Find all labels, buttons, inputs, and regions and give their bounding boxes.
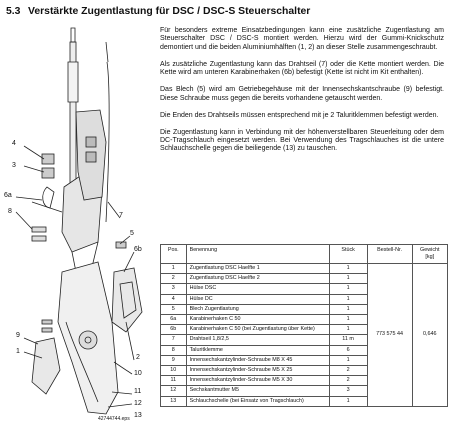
- cell-name: Innensechskantzylinder-Schraube M8 X 45: [186, 355, 329, 365]
- callout-12: 12: [134, 400, 142, 407]
- cell-pos: 7: [161, 335, 187, 345]
- cell-qty: 1: [329, 325, 367, 335]
- callout-5: 5: [130, 230, 134, 237]
- callout-8: 8: [8, 208, 12, 215]
- cell-pos: 8: [161, 345, 187, 355]
- callout-4: 4: [12, 140, 16, 147]
- cell-qty: 11 m: [329, 335, 367, 345]
- cell-name: Innensechskantzylinder-Schraube M5 X 30: [186, 376, 329, 386]
- cell-pos: 6b: [161, 325, 187, 335]
- parts-list-table: [160, 244, 448, 407]
- strain-relief-drawing: [2, 22, 152, 427]
- cell-pos: 6a: [161, 315, 187, 325]
- cell-qty: 1: [329, 274, 367, 284]
- section-heading: [6, 6, 310, 17]
- callout-7: 7: [119, 212, 123, 219]
- cell-qty: 2: [329, 366, 367, 376]
- exploded-view-figure: [2, 22, 152, 427]
- cell-qty: 3: [329, 386, 367, 396]
- cell-pos: 12: [161, 386, 187, 396]
- callout-2: 2: [136, 354, 140, 361]
- header-weight-unit: [kg]: [425, 254, 435, 260]
- cell-qty: 1: [329, 264, 367, 274]
- cell-pos: 3: [161, 284, 187, 294]
- callout-13: 13: [134, 412, 142, 419]
- cell-qty: 2: [329, 376, 367, 386]
- paragraph: Die Enden des Drahtseils müssen entsprechend mit je 2 Taluritklemmen befestigt werden.: [160, 111, 439, 119]
- body-text: [160, 27, 444, 162]
- cell-name: Sechskantmutter M5: [186, 386, 329, 396]
- cell-name: Zugentlastung DSC Haelfte 2: [186, 274, 329, 284]
- cell-qty: 6: [329, 345, 367, 355]
- cell-pos: 2: [161, 274, 187, 284]
- cell-name: Schlauchschelle (bei Einsatz von Tragschlauch): [186, 396, 329, 406]
- header-order: Bestell-Nr.: [367, 245, 412, 264]
- paragraph: Die Zugentlastung kann in Verbindung mit der höhenverstellbaren Steuerleitung oder dem DC-Tragschlauch eingesetzt werden. Bei Verwendung des Tragschlauches ist die untere Schlauchschelle gegen die beiliegende (13) zu tauschen.: [160, 128, 444, 153]
- header-qty: Stück: [329, 245, 367, 264]
- callout-11: 11: [134, 388, 142, 395]
- cell-name: Taluritklemme: [186, 345, 329, 355]
- cell-pos: 10: [161, 366, 187, 376]
- figure-caption: 42744744.eps: [98, 416, 130, 422]
- cell-qty: 1: [329, 315, 367, 325]
- cell-name: Hülse DC: [186, 294, 329, 304]
- header-weight-label: Gewicht: [420, 247, 440, 253]
- callout-1: 1: [16, 348, 20, 355]
- table-header-row: [161, 245, 448, 264]
- cell-name: Innensechskantzylinder-Schraube M5 X 25: [186, 366, 329, 376]
- cell-name: Zugentlastung DSC Haelfte 1: [186, 264, 329, 274]
- cell-pos: 13: [161, 396, 187, 406]
- cell-pos: 1: [161, 264, 187, 274]
- cell-order-number: 773 575 44: [367, 264, 412, 407]
- header-pos: Pos.: [161, 245, 187, 264]
- cell-weight: 0,646: [412, 264, 447, 407]
- paragraph: Das Blech (5) wird am Getriebegehäuse mit der Innensechskantschraube (9) befestigt. Diese Schraube muss gegen die bereits vorhandene getauscht werden.: [160, 86, 444, 102]
- cell-pos: 5: [161, 304, 187, 314]
- cell-pos: 9: [161, 355, 187, 365]
- cell-qty: 1: [329, 355, 367, 365]
- cell-qty: 1: [329, 304, 367, 314]
- paragraph: Als zusätzliche Zugentlastung kann das Drahtseil (7) oder die Kette montiert werden. Die Kette wird am unteren Karabinerhaken (6b) befestigt (Kette ist nicht im Kit enthalten).: [160, 60, 444, 77]
- header-weight: [412, 245, 447, 264]
- cell-name: Drahtseil 1,8/2,5: [186, 335, 329, 345]
- callout-6b: 6b: [134, 246, 142, 253]
- section-number: 5.3: [6, 6, 21, 17]
- cell-qty: 1: [329, 396, 367, 406]
- cell-name: Hülse DSC: [186, 284, 329, 294]
- table-row: [161, 264, 448, 274]
- cell-qty: 1: [329, 294, 367, 304]
- cell-name: Karabinerhaken C 50: [186, 315, 329, 325]
- cell-pos: 4: [161, 294, 187, 304]
- callout-10: 10: [134, 370, 142, 377]
- paragraph: Für besonders extreme Einsatzbedingungen kann eine zusätzliche Zugentlastung am Steuerschalter DSC / DSC-S montiert werden. Hierzu wird der Gummi-Knickschutz demontiert und die beiden Aluminiumhälften (1, 2) an dieser Stelle zusammengeschraubt.: [160, 27, 444, 51]
- cell-name: Karabinerhaken C 50 (bei Zugentlastung über Kette): [186, 325, 329, 335]
- cell-qty: 1: [329, 284, 367, 294]
- callout-3: 3: [12, 162, 16, 169]
- cell-name: Blech Zugentlastung: [186, 304, 329, 314]
- cell-pos: 11: [161, 376, 187, 386]
- header-name: Benennung: [186, 245, 329, 264]
- callout-9: 9: [16, 332, 20, 339]
- callout-6a: 6a: [4, 192, 12, 199]
- section-title: Verstärkte Zugentlastung für DSC / DSC-S Steuerschalter: [28, 6, 311, 17]
